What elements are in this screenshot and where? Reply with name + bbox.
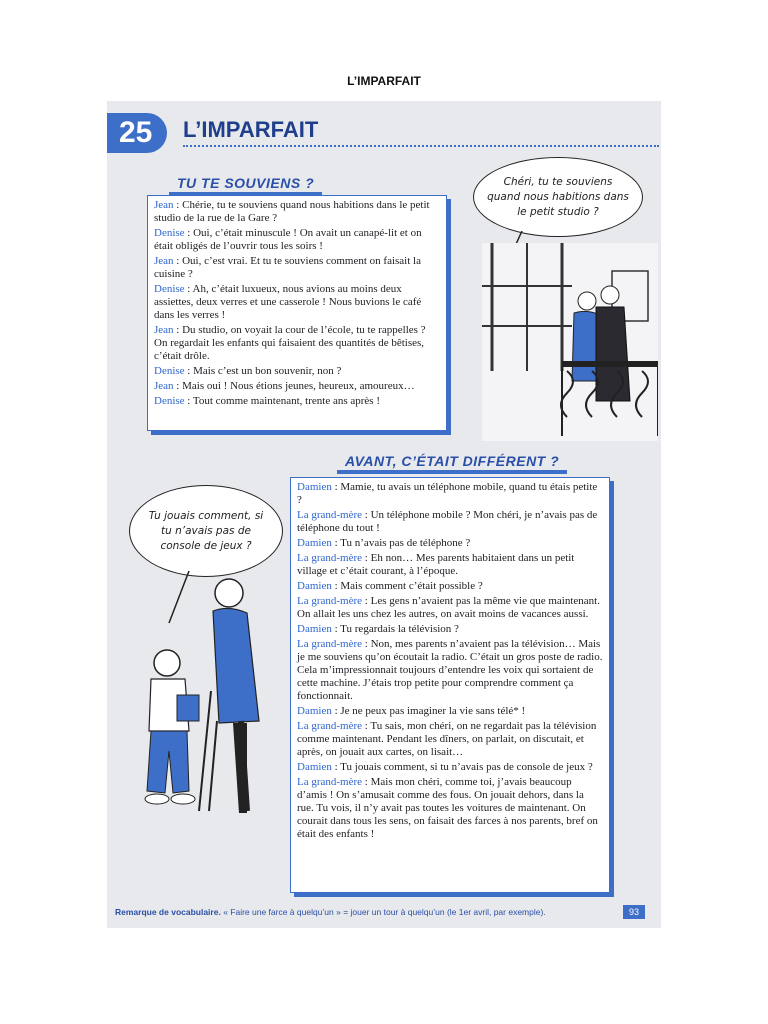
line-text: : Tu sais, mon chéri, on ne regardait pas la télévision comme maintenant. Pendant les dîners, on parlait, on discutait, et après, on jouait aux cartes, on lisait…	[297, 720, 597, 758]
dialogue-line	[297, 552, 603, 578]
dialogue-lines	[297, 481, 603, 841]
dialogue-line	[297, 509, 603, 535]
dialogue-line	[297, 705, 603, 718]
speaker-name: Jean	[154, 380, 174, 392]
dialogue-line	[297, 595, 603, 621]
speech-bubble-2: Tu jouais comment, si tu n’avais pas de console de jeux ?	[129, 485, 283, 577]
speaker-name: Damien	[297, 705, 332, 717]
speaker-name: Damien	[297, 537, 332, 549]
line-text: : Mais c’est un bon souvenir, non ?	[184, 365, 342, 377]
line-text: : Tout comme maintenant, trente ans après !	[184, 395, 380, 407]
speaker-name: Damien	[297, 580, 332, 592]
dialogue-line	[154, 283, 440, 322]
dialogue-line	[297, 580, 603, 593]
speaker-name: La grand-mère	[297, 552, 363, 564]
line-text: : Chérie, tu te souviens quand nous habitions dans le petit studio de la rue de la Gare ?	[154, 199, 430, 224]
speaker-name: Damien	[297, 481, 332, 493]
speaker-name: Jean	[154, 255, 174, 267]
section-title-1: TU TE SOUVIENS ?	[177, 175, 314, 191]
line-text: : Mais comment c’était possible ?	[331, 580, 483, 592]
speaker-name: La grand-mère	[297, 720, 363, 732]
speaker-name: Denise	[154, 283, 185, 295]
speaker-name: La grand-mère	[297, 509, 363, 521]
line-text: : Non, mes parents n’avaient pas la télévision… Mais je me souviens qu’on écoutait la radio. C’était un gros poste de radio. Cela m’impressionnait toujours d’entendre les voix qui sortaient de cette machine. J’étais trop petite pour comprendre comment ça fonctionnait.	[297, 638, 603, 702]
speaker-name: Denise	[154, 395, 185, 407]
dialogue-line	[297, 776, 603, 841]
vocabulary-note: Remarque de vocabulaire. « Faire une farce à quelqu’un » = jouer un tour à quelqu’un (le 1er avril, par exemple).	[115, 907, 546, 917]
document-title: L’IMPARFAIT	[347, 74, 421, 88]
chapter-number: 25	[107, 113, 167, 153]
dialogue-box-1	[147, 195, 447, 431]
line-text: : Mais mon chéri, comme toi, j’avais beaucoup d’amis ! On s’amusait comme des fous. On jouait dehors, dans la rue. Tu vois, il n’y avait pas toutes les voitures de maintenant. On courait dans tous les sens, on faisait des farces à nos parents, bref on était des enfants !	[297, 776, 598, 840]
line-text: : Tu jouais comment, si tu n’avais pas de console de jeux ?	[331, 761, 593, 773]
textbook-page	[107, 101, 661, 928]
speaker-name: Jean	[154, 324, 174, 336]
dialogue-line	[154, 365, 440, 378]
line-text: : Eh non… Mes parents habitaient dans un petit village et c’était courant, à l’époque.	[297, 552, 575, 577]
speaker-name: Jean	[154, 199, 174, 211]
dialogue-line	[154, 199, 440, 225]
line-text: : Tu n’avais pas de téléphone ?	[331, 537, 471, 549]
line-text: : Du studio, on voyait la cour de l’école, tu te rappelles ? On regardait les enfants qui faisaient des quantités de bêtises, c’était drôle.	[154, 324, 426, 362]
line-text: : Je ne peux pas imaginer la vie sans télé* !	[331, 705, 526, 717]
speaker-name: La grand-mère	[297, 776, 363, 788]
line-text: : Mamie, tu avais un téléphone mobile, quand tu étais petite ?	[297, 481, 598, 506]
title-rule	[183, 145, 659, 147]
dialogue-line	[297, 638, 603, 703]
dialogue-line	[154, 227, 440, 253]
dialogue-line	[154, 324, 440, 363]
speaker-name: La grand-mère	[297, 638, 363, 650]
dialogue-box-2	[290, 477, 610, 893]
line-text: : Les gens n’avaient pas la même vie que maintenant. On allait les uns chez les autres, on avait moins de vacances aussi.	[297, 595, 600, 620]
dialogue-line	[154, 380, 440, 393]
section-title-2: AVANT, C’ÉTAIT DIFFÉRENT ?	[345, 453, 559, 469]
line-text: : Un téléphone mobile ? Mon chéri, je n’avais pas de téléphone du tout !	[297, 509, 598, 534]
dialogue-lines	[154, 199, 440, 408]
page-number: 93	[623, 905, 645, 919]
line-text: : Oui, c’est vrai. Et tu te souviens comment on faisait la cuisine ?	[154, 255, 421, 280]
line-text: : Tu regardais la télévision ?	[331, 623, 459, 635]
dialogue-line	[297, 761, 603, 774]
line-text: : Oui, c’était minuscule ! On avait un canapé-lit et on était obligés de l’ouvrir tous les soirs !	[154, 227, 422, 252]
dialogue-line	[297, 720, 603, 759]
speech-bubble-1: Chéri, tu te souviens quand nous habitions dans le petit studio ?	[473, 157, 643, 237]
dialogue-line	[154, 395, 440, 408]
line-text: : Mais oui ! Nous étions jeunes, heureux, amoureux…	[173, 380, 415, 392]
dialogue-line	[297, 481, 603, 507]
speaker-name: Denise	[154, 365, 185, 377]
speaker-name: La grand-mère	[297, 595, 363, 607]
speaker-name: Damien	[297, 623, 332, 635]
speaker-name: Damien	[297, 761, 332, 773]
dialogue-line	[154, 255, 440, 281]
grandmother-grandson-illustration	[129, 571, 289, 833]
chapter-title: L’IMPARFAIT	[183, 117, 319, 142]
balcony-couple-illustration	[462, 231, 658, 441]
dialogue-line	[297, 623, 603, 636]
dialogue-line	[297, 537, 603, 550]
speaker-name: Denise	[154, 227, 185, 239]
line-text: : Ah, c’était luxueux, nous avions au moins deux assiettes, deux verres et une casserole ! Nous buvions le café dans les verres !	[154, 283, 422, 321]
